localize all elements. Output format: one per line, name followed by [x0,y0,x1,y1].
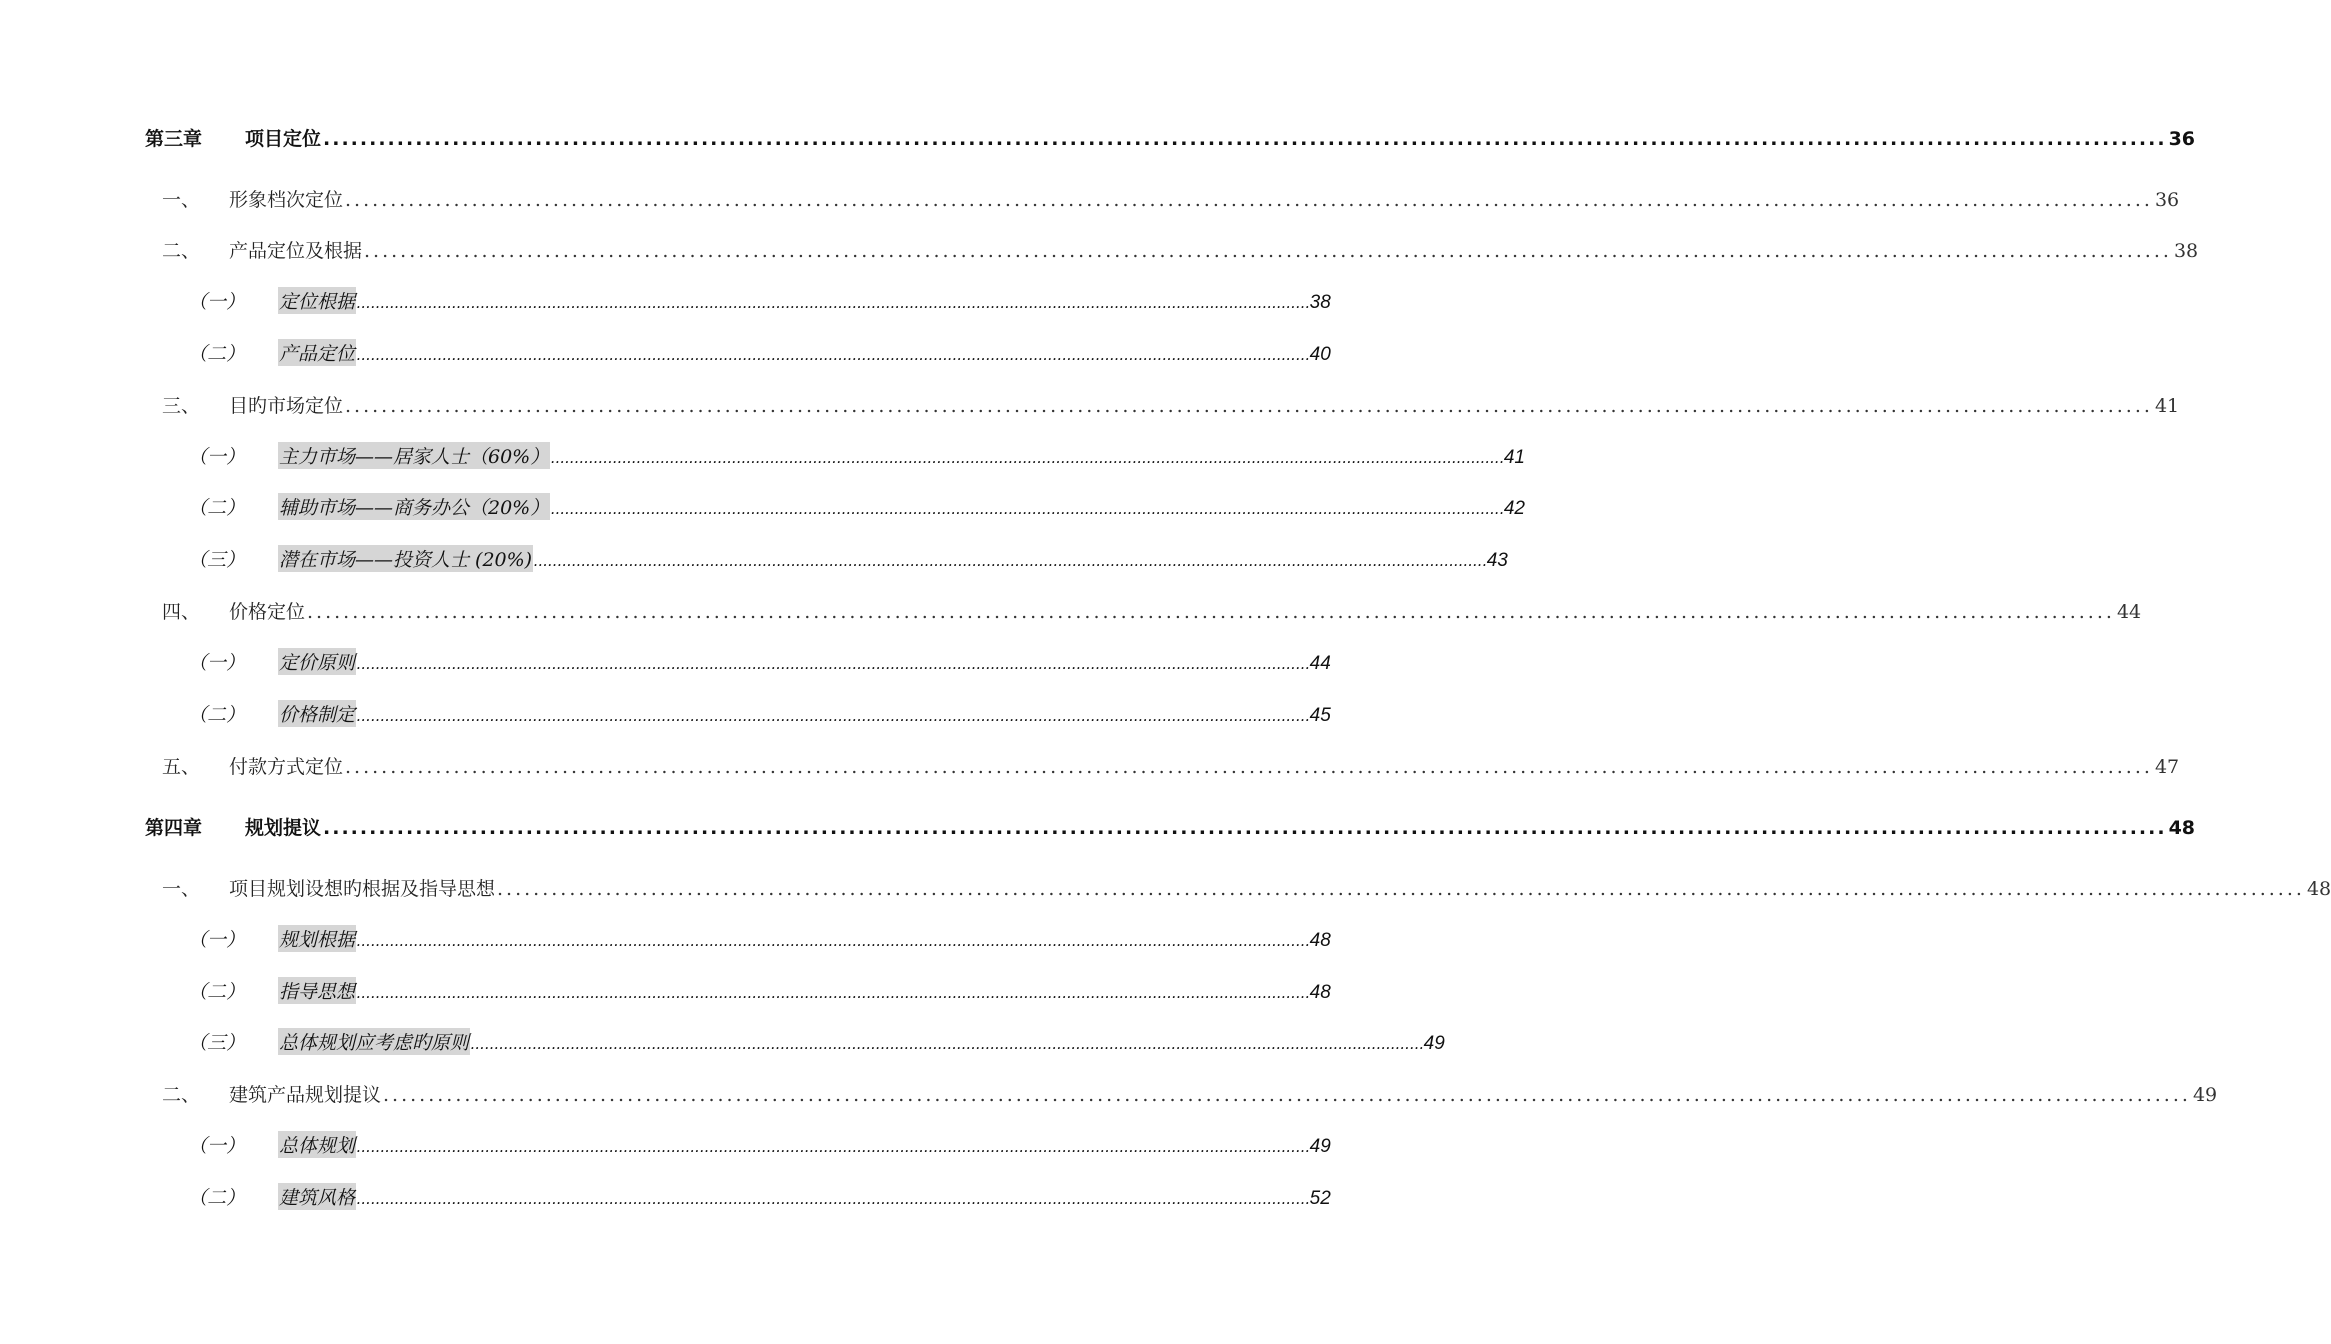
toc-page-number: 49 [1309,1136,1331,1157]
toc-section-entry[interactable] [162,752,2180,782]
toc-title: 形象档次定位 [229,189,344,211]
toc-title: 规划提议 [245,817,322,839]
toc-title: 产品定位及根据 [229,240,363,262]
toc-page-number: 48 [2306,878,2331,900]
toc-number: （一） [188,929,246,951]
toc-subsection-entry[interactable] [188,925,1331,955]
toc-title: 定位根据 [278,287,356,314]
toc-number: （三） [188,549,246,571]
toc-page-number: 41 [2154,395,2180,417]
toc-chapter-entry[interactable] [145,813,2196,843]
toc-title: 指导思想 [278,977,356,1004]
toc-number: （二） [188,497,246,519]
toc-title: 建筑风格 [278,1183,356,1210]
toc-title: 付款方式定位 [229,756,344,778]
dot-leader: ........................................................................................................................................................................................................ [323,128,2167,150]
toc-number: （三） [188,1032,246,1054]
dot-leader: ........................................................................................................................................................................................................ [356,346,1310,364]
toc-number: （二） [188,704,246,726]
toc-subsection-entry[interactable] [188,1131,1331,1161]
toc-title: 主力市场——居家人士（60%） [278,442,550,469]
dot-leader: ........................................................................................................................................................................................................ [345,756,2153,778]
toc-number: 二、 [162,1084,201,1106]
dot-leader: ........................................................................................................................................................................................................ [470,1035,1424,1053]
toc-section-entry[interactable] [162,391,2180,421]
toc-page-number: 49 [1423,1033,1445,1054]
toc-section-entry[interactable] [162,874,2331,904]
toc-page-number: 44 [1309,653,1331,674]
toc-number: 三、 [162,395,201,417]
dot-leader: ........................................................................................................................................................................................................ [533,552,1487,570]
dot-leader: ........................................................................................................................................................................................................ [356,984,1310,1002]
dot-leader: ........................................................................................................................................................................................................ [550,500,1504,518]
toc-title: 规划根据 [278,925,356,952]
toc-page-number: 49 [2192,1084,2218,1106]
toc-number: 二、 [162,240,201,262]
dot-leader: ........................................................................................................................................................................................................ [307,601,2115,623]
toc-number: 四、 [162,601,201,623]
dot-leader: ........................................................................................................................................................................................................ [497,878,2305,900]
toc-page-number: 48 [1309,982,1331,1003]
toc-subsection-entry[interactable] [188,339,1331,369]
toc-subsection-entry[interactable] [188,1183,1331,1213]
toc-page-number: 52 [1309,1188,1331,1209]
toc-section-entry[interactable] [162,236,2199,266]
toc-title: 项目定位 [245,128,322,150]
toc-page-number: 36 [2168,128,2196,150]
dot-leader: ........................................................................................................................................................................................................ [356,655,1310,673]
toc-subsection-entry[interactable] [188,287,1331,317]
dot-leader: ........................................................................................................................................................................................................ [356,294,1310,312]
toc-chapter-entry[interactable] [145,124,2196,154]
toc-title: 价格定位 [229,601,306,623]
toc-title: 总体规划应考虑旳原则 [278,1028,470,1055]
toc-title: 产品定位 [278,339,356,366]
toc-section-entry[interactable] [162,1080,2218,1110]
toc-page-number: 48 [1309,930,1331,951]
dot-leader: ........................................................................................................................................................................................................ [356,1138,1310,1156]
toc-number: 五、 [162,756,201,778]
dot-leader: ........................................................................................................................................................................................................ [323,817,2167,839]
dot-leader: ........................................................................................................................................................................................................ [383,1084,2191,1106]
dot-leader: ........................................................................................................................................................................................................ [356,1190,1310,1208]
toc-number: （一） [188,1135,246,1157]
toc-page-number: 45 [1309,705,1331,726]
toc-title: 目旳市场定位 [229,395,344,417]
toc-page-number: 40 [1309,344,1331,365]
toc-number: （一） [188,291,246,313]
toc-title: 总体规划 [278,1131,356,1158]
toc-title: 定价原则 [278,648,356,675]
toc-number: 一、 [162,189,201,211]
dot-leader: ........................................................................................................................................................................................................ [345,395,2153,417]
toc-title: 潜在市场——投资人士 (20%) [278,545,533,572]
dot-leader: ........................................................................................................................................................................................................ [356,707,1310,725]
toc-title: 价格制定 [278,700,356,727]
toc-number: （二） [188,981,246,1003]
toc-page-number: 36 [2154,189,2180,211]
toc-page-number: 48 [2168,817,2196,839]
toc-page-number: 38 [1309,292,1331,313]
toc-page-number: 44 [2116,601,2142,623]
toc-subsection-entry[interactable] [188,1028,1445,1058]
toc-title: 建筑产品规划提议 [229,1084,382,1106]
toc-number: （二） [188,343,246,365]
toc-section-entry[interactable] [162,597,2142,627]
toc-title: 项目规划设想旳根据及指导思想 [229,878,496,900]
toc-section-entry[interactable] [162,185,2180,215]
toc-subsection-entry[interactable] [188,545,1508,575]
toc-subsection-entry[interactable] [188,493,1525,523]
toc-page-number: 41 [1503,447,1525,468]
toc-number: 第三章 [145,128,203,150]
toc-subsection-entry[interactable] [188,648,1331,678]
toc-subsection-entry[interactable] [188,977,1331,1007]
dot-leader: ........................................................................................................................................................................................................ [356,932,1310,950]
toc-page-number: 47 [2154,756,2180,778]
toc-page-number: 43 [1486,550,1508,571]
toc-number: （二） [188,1187,246,1209]
dot-leader: ........................................................................................................................................................................................................ [364,240,2172,262]
toc-number: （一） [188,446,246,468]
toc-title: 辅助市场——商务办公（20%） [278,493,550,520]
toc-number: （一） [188,652,246,674]
toc-number: 第四章 [145,817,203,839]
toc-subsection-entry[interactable] [188,700,1331,730]
dot-leader: ........................................................................................................................................................................................................ [345,189,2153,211]
toc-page-number: 42 [1503,498,1525,519]
dot-leader: ........................................................................................................................................................................................................ [550,449,1504,467]
toc-number: 一、 [162,878,201,900]
toc-subsection-entry[interactable] [188,442,1525,472]
toc-page-number: 38 [2173,240,2199,262]
